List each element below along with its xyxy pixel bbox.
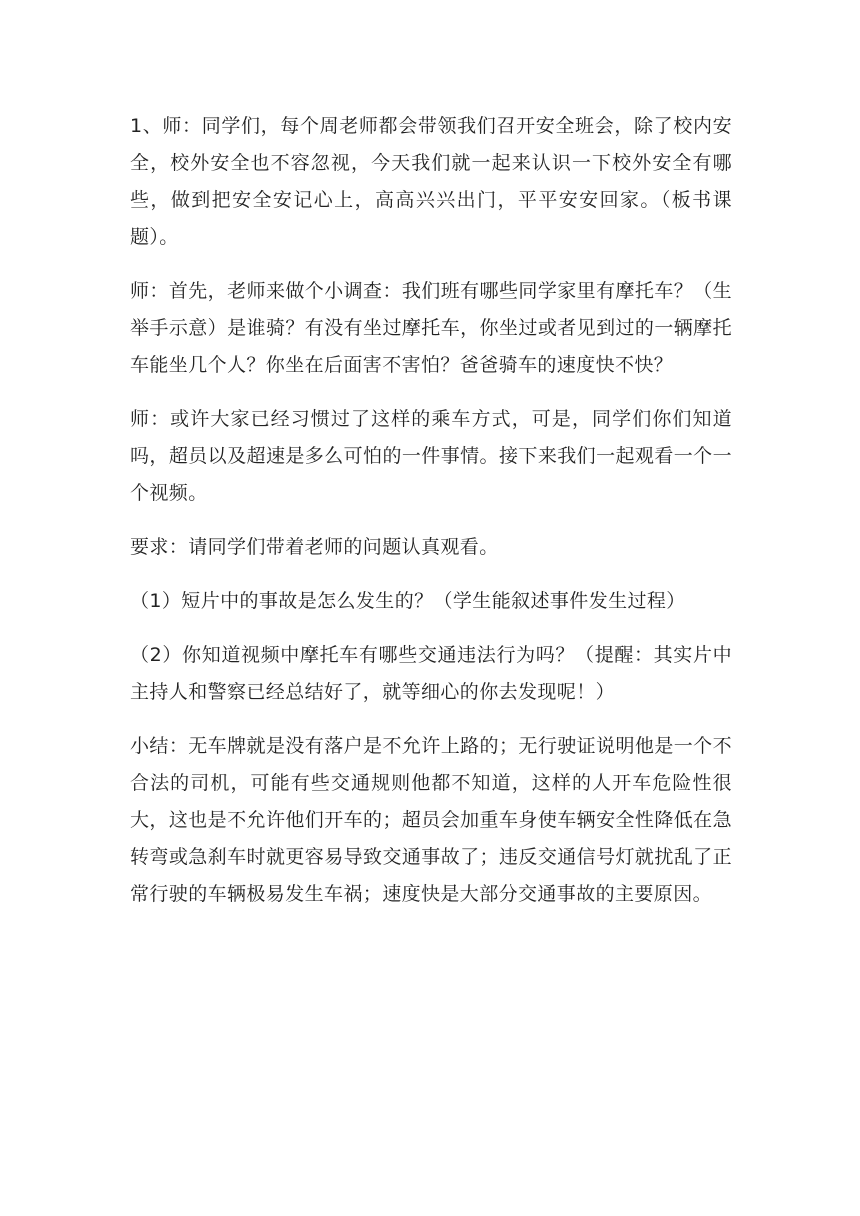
paragraph-requirement: 要求：请同学们带着老师的问题认真观看。 — [130, 536, 499, 558]
paragraph-survey: 师：首先，老师来做个小调查：我们班有哪些同学家里有摩托车？（生举手示意）是谁骑？有没有坐过摩托车，你坐过或者见到过的一辆摩托车能坐几个人？你坐在后面害不害怕？爸爸骑车的速度快不快？ — [130, 280, 732, 376]
paragraph-video-intro: 师：或许大家已经习惯过了这样的乘车方式，可是，同学们你们知道吗，超员以及超速是多么可怕的一件事情。接下来我们一起观看一个一个视频。 — [130, 408, 732, 504]
paragraph-question-1: （1）短片中的事故是怎么发生的？（学生能叙述事件发生过程） — [130, 590, 686, 612]
document-body — [130, 108, 732, 930]
paragraph-question-2: （2）你知道视频中摩托车有哪些交通违法行为吗？（提醒：其实片中主持人和警察已经总结好了，就等细心的你去发现呢！） — [130, 644, 732, 703]
paragraph-summary: 小结：无车牌就是没有落户是不允许上路的；无行驶证说明他是一个不合法的司机，可能有些交通规则他都不知道，这样的人开车危险性很大，这也是不允许他们开车的；超员会加重车身使车辆安全性降低在急转弯或急刹车时就更容易导致交通事故了；违反交通信号灯就扰乱了正常行驶的车辆极易发生车祸；速度快是大部分交通事故的主要原因。 — [130, 735, 732, 905]
paragraph-intro: 1、师：同学们，每个周老师都会带领我们召开安全班会，除了校内安全，校外安全也不容忽视，今天我们就一起来认识一下校外安全有哪些，做到把安全安记心上，高高兴兴出门，平平安安回家。（板书课题）。 — [130, 115, 732, 248]
